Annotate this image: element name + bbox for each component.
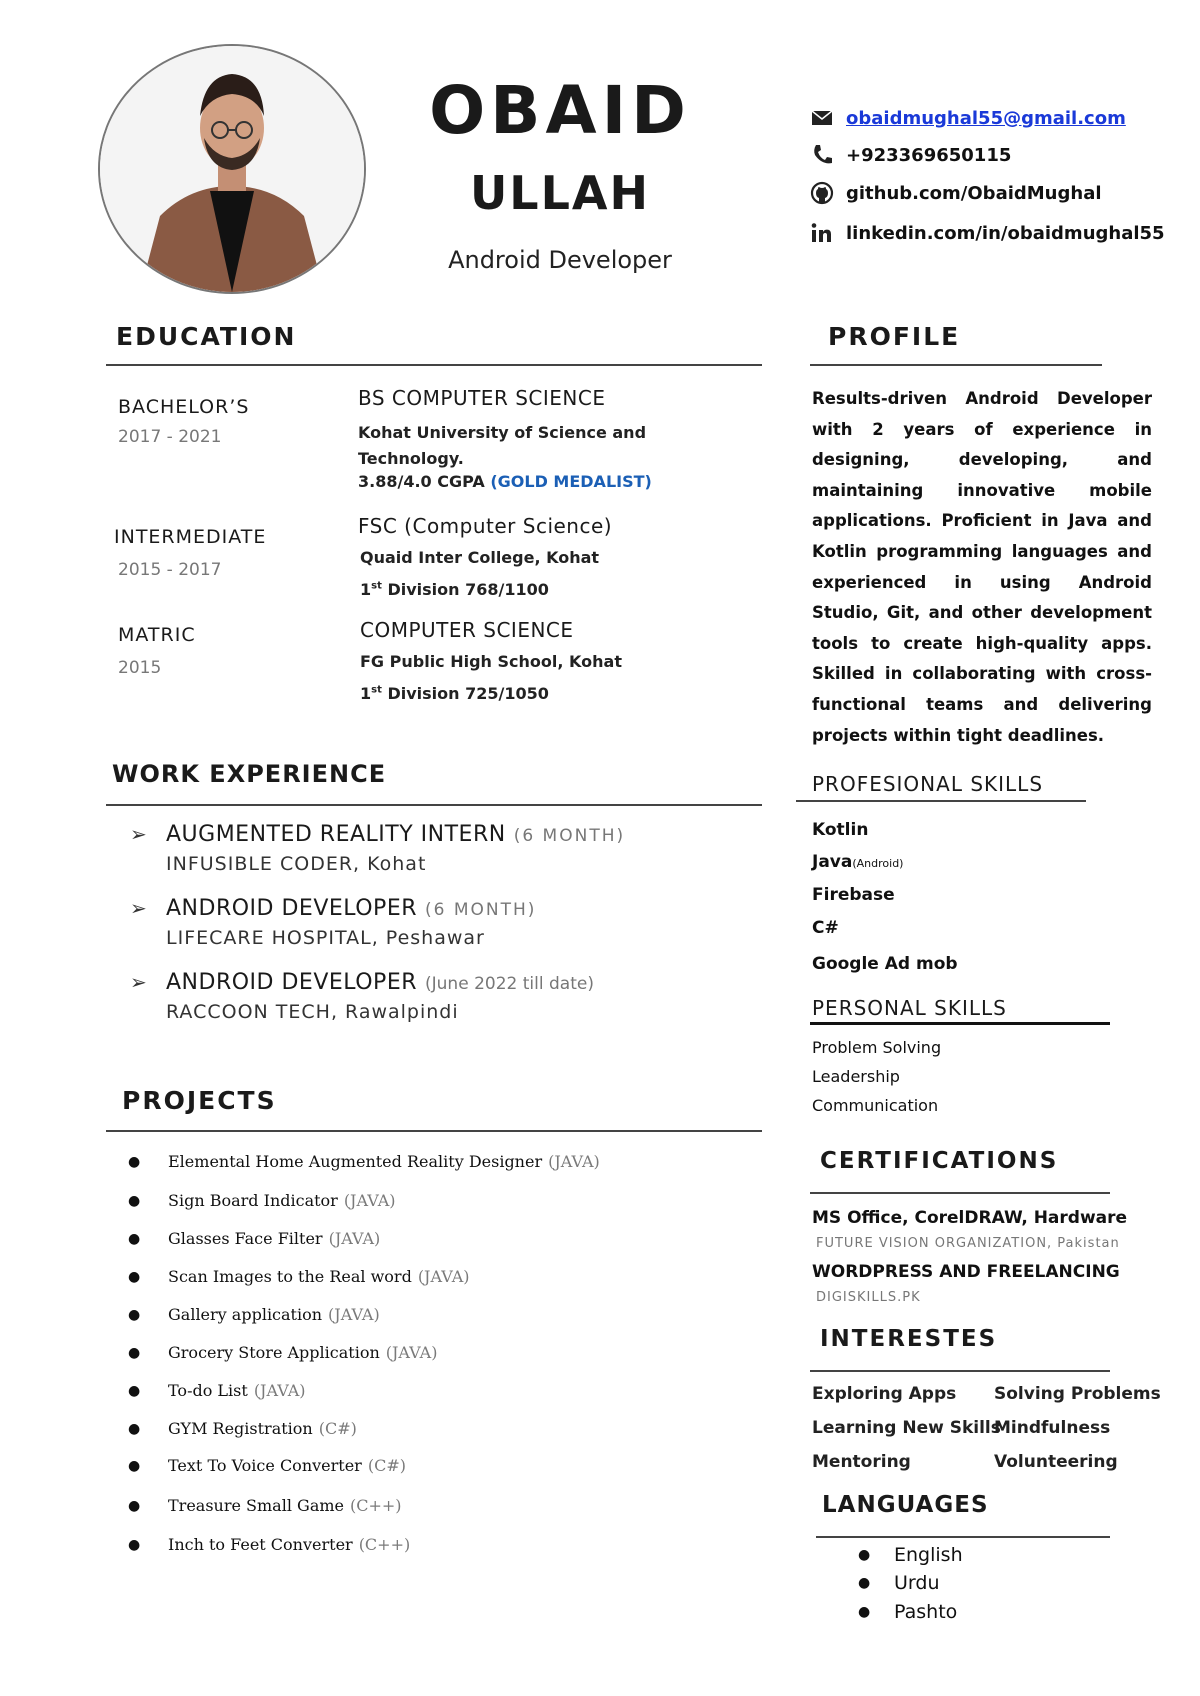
certifications-heading: CERTIFICATIONS [820, 1148, 1059, 1174]
project-name: Sign Board Indicator [168, 1191, 338, 1210]
language-name: English [894, 1544, 963, 1566]
division-marks: Division 768/1100 [381, 580, 549, 599]
professional-skills-heading: PROFESIONAL SKILLS [812, 772, 1044, 796]
work-role: ANDROID DEVELOPER [166, 970, 418, 995]
education-result [358, 472, 652, 491]
first-name: OBAID [429, 72, 691, 149]
bullet-icon: ● [128, 1457, 141, 1474]
gold-medalist-badge: (GOLD MEDALIST) [490, 472, 652, 491]
interest-item: Exploring Apps [812, 1384, 957, 1404]
skill-name: Java [812, 852, 853, 872]
division-number: 1 [360, 580, 372, 599]
skill-item: Firebase [812, 885, 895, 905]
language-item [858, 1601, 957, 1623]
project-name: Grocery Store Application [168, 1343, 380, 1362]
languages-divider [816, 1536, 1110, 1538]
certification-title: WORDPRESS AND FREELANCING [812, 1262, 1120, 1282]
work-organization: LIFECARE HOSPITAL, Peshawar [166, 927, 485, 949]
education-years: 2015 [118, 658, 162, 678]
contact-github-row[interactable] [810, 178, 1102, 208]
education-institution: FG Public High School, Kohat [360, 652, 622, 671]
division-ordinal: st [371, 684, 382, 696]
education-result [360, 684, 549, 703]
project-item [128, 1381, 306, 1400]
language-name: Pashto [894, 1601, 958, 1623]
bullet-icon: ● [858, 1604, 871, 1620]
education-institution: Quaid Inter College, Kohat [360, 548, 600, 567]
projects-divider [106, 1130, 762, 1132]
personal-skills-divider [810, 1022, 1110, 1025]
project-name: Gallery application [168, 1305, 323, 1324]
education-gpa: 3.88/4.0 CGPA [358, 472, 485, 491]
language-item [858, 1544, 963, 1566]
project-item [128, 1456, 406, 1475]
personal-skill-item: Problem Solving [812, 1038, 942, 1057]
arrow-bullet-icon: ➢ [130, 898, 147, 920]
project-language: (C++) [358, 1535, 411, 1554]
project-item [128, 1191, 396, 1210]
project-item [128, 1496, 402, 1515]
arrow-bullet-icon: ➢ [130, 972, 147, 994]
education-degree: COMPUTER SCIENCE [360, 618, 574, 642]
work-item [130, 822, 770, 875]
education-divider [106, 364, 762, 366]
phone-icon [810, 143, 834, 167]
education-level: INTERMEDIATE [114, 526, 267, 548]
language-item [858, 1572, 940, 1594]
contact-phone-row [810, 140, 1011, 170]
work-duration: (6 MONTH) [513, 826, 626, 846]
project-item [128, 1305, 380, 1324]
phone-number: +923369650115 [846, 144, 1012, 166]
work-item [130, 970, 770, 1023]
person-portrait-image [100, 46, 364, 292]
work-organization: INFUSIBLE CODER, Kohat [166, 853, 427, 875]
education-institution: Kohat University of Science and Technology. [358, 423, 647, 468]
interests-divider [810, 1370, 1110, 1372]
certification-title: MS Office, CorelDRAW, Hardware [812, 1208, 1128, 1228]
project-language: (C++) [350, 1496, 402, 1515]
bullet-icon: ● [128, 1153, 141, 1170]
bullet-icon: ● [858, 1547, 871, 1563]
professional-skills-divider [796, 800, 1086, 802]
project-item [128, 1535, 410, 1554]
project-name: To-do List [168, 1381, 248, 1400]
bullet-icon: ● [128, 1382, 141, 1399]
project-language: (JAVA) [385, 1343, 438, 1362]
interest-item: Volunteering [994, 1452, 1118, 1472]
languages-heading: LANGUAGES [822, 1492, 989, 1518]
bullet-icon: ● [128, 1268, 141, 1285]
project-name: Elemental Home Augmented Reality Designer [168, 1152, 543, 1171]
linkedin-icon [810, 221, 834, 245]
project-language: (JAVA) [548, 1152, 600, 1171]
education-result [360, 580, 549, 599]
project-language: (JAVA) [253, 1381, 306, 1400]
envelope-icon [810, 106, 834, 130]
skill-item: C# [812, 918, 839, 938]
education-level: MATRIC [118, 624, 196, 646]
project-language: (JAVA) [328, 1305, 380, 1324]
education-heading: EDUCATION [116, 322, 297, 351]
skill-note: (Android) [852, 857, 904, 870]
skill-item [812, 852, 903, 872]
bullet-icon: ● [128, 1497, 141, 1514]
project-item [128, 1152, 600, 1171]
profile-heading: PROFILE [828, 322, 961, 351]
project-language: (C#) [367, 1456, 406, 1475]
github-icon [810, 181, 834, 205]
skill-item: Google Ad mob [812, 954, 958, 974]
project-name: Treasure Small Game [168, 1496, 344, 1515]
work-divider [106, 804, 762, 806]
personal-skill-item: Communication [812, 1096, 939, 1115]
profile-photo [98, 44, 366, 294]
work-duration: (June 2022 till date) [425, 974, 594, 994]
project-name: Inch to Feet Converter [168, 1535, 353, 1554]
work-role: ANDROID DEVELOPER [166, 896, 418, 921]
education-degree: FSC (Computer Science) [358, 514, 613, 538]
project-item [128, 1229, 380, 1248]
division-marks: Division 725/1050 [381, 684, 549, 703]
personal-skill-item: Leadership [812, 1067, 900, 1086]
bullet-icon: ● [128, 1536, 141, 1553]
interest-item: Mentoring [812, 1452, 911, 1472]
division-number: 1 [360, 684, 372, 703]
contact-linkedin-row[interactable] [810, 218, 1165, 248]
project-language: (JAVA) [343, 1191, 396, 1210]
project-name: Scan Images to the Real word [168, 1267, 412, 1286]
personal-skills-heading: PERSONAL SKILLS [812, 996, 1007, 1020]
bullet-icon: ● [128, 1306, 141, 1323]
linkedin-link[interactable]: linkedin.com/in/obaidmughal55 [846, 222, 1165, 244]
interest-item: Mindfulness [994, 1418, 1111, 1438]
last-name: ULLAH [469, 166, 651, 220]
work-organization: RACCOON TECH, Rawalpindi [166, 1001, 459, 1023]
email-link[interactable]: obaidmughal55@gmail.com [846, 107, 1126, 129]
work-role: AUGMENTED REALITY INTERN [166, 822, 506, 847]
project-language: (JAVA) [417, 1267, 470, 1286]
bullet-icon: ● [858, 1575, 871, 1591]
github-link[interactable]: github.com/ObaidMughal [846, 182, 1102, 204]
profile-divider [810, 364, 1102, 366]
work-experience-heading: WORK EXPERIENCE [112, 760, 387, 788]
education-years: 2017 - 2021 [118, 427, 222, 447]
project-name: GYM Registration [168, 1419, 313, 1438]
project-item [128, 1267, 470, 1286]
project-name: Text To Voice Converter [168, 1456, 362, 1475]
bullet-icon: ● [128, 1230, 141, 1247]
education-level: BACHELOR’S [118, 396, 250, 418]
project-language: (C#) [318, 1419, 357, 1438]
contact-email-row[interactable] [810, 103, 1126, 133]
bullet-icon: ● [128, 1420, 141, 1437]
education-years: 2015 - 2017 [118, 560, 222, 580]
arrow-bullet-icon: ➢ [130, 824, 147, 846]
language-name: Urdu [894, 1572, 940, 1594]
interest-item: Learning New Skills [812, 1418, 1001, 1438]
profile-summary: Results-driven Android Developer with 2 years of experience in designing, developing, and maintaining innovative mobile applications. Proficient in Java and Kotlin programming languages and experienced in using Android Studio, Git, and other development tools to create high-quality apps. Skilled in collaborating with cross-functional teams and delivering projects within tight deadlines. [812, 389, 1152, 745]
project-name: Glasses Face Filter [168, 1229, 323, 1248]
education-degree: BS COMPUTER SCIENCE [358, 386, 606, 410]
projects-heading: PROJECTS [122, 1086, 277, 1115]
skill-item: Kotlin [812, 820, 869, 840]
certification-org: FUTURE VISION ORGANIZATION, Pakistan [816, 1236, 1120, 1251]
certification-org: DIGISKILLS.PK [816, 1290, 921, 1305]
bullet-icon: ● [128, 1344, 141, 1361]
bullet-icon: ● [128, 1192, 141, 1209]
certifications-divider [810, 1192, 1110, 1194]
work-duration: (6 MONTH) [425, 900, 537, 920]
job-title: Android Developer [448, 246, 672, 274]
work-item [130, 896, 770, 949]
project-item [128, 1419, 357, 1438]
division-ordinal: st [371, 580, 382, 592]
project-item [128, 1343, 437, 1362]
project-language: (JAVA) [328, 1229, 381, 1248]
interests-heading: INTERESTES [820, 1326, 998, 1352]
interest-item: Solving Problems [994, 1384, 1161, 1404]
